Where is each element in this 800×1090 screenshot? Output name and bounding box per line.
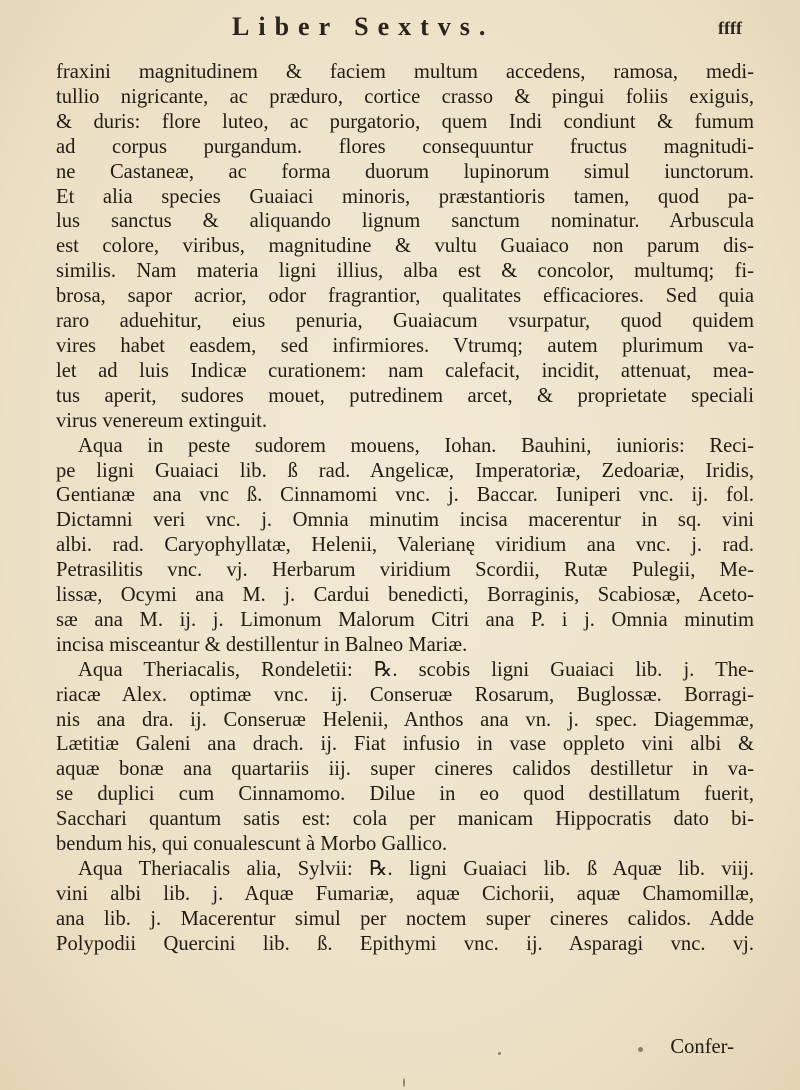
text-line: ad corpus purgandum. flores consequuntur fructus magnitudi- — [56, 135, 754, 158]
text-line: brosa, sapor acrior, odor fragrantior, qualitates efficaciores. Sed quia — [56, 285, 754, 308]
text-line: Aqua in peste sudorem mouens, Iohan. Bauhini, iunioris: Reci- — [78, 434, 754, 457]
text-line: ne Castaneæ, ac forma duorum lupinorum simul iunctorum. — [56, 160, 754, 183]
text-line: albi. rad. Caryophyllatæ, Helenii, Valerianę viridium ana vnc. j. rad. — [56, 534, 754, 557]
text-line: pe ligni Guaiaci lib. ß rad. Angelicæ, Imperatoriæ, Zedoariæ, Iridis, — [56, 459, 754, 482]
ink-spot — [498, 1052, 501, 1055]
text-line: incisa misceantur & destillentur in Balneo Mariæ. — [56, 633, 468, 656]
text-line: Dictamni veri vnc. j. Omnia minutim incisa macerentur in sq. vini — [56, 509, 754, 532]
text-line: Polypodii Quercini lib. ß. Epithymi vnc. ij. Asparagi vnc. vj. — [56, 932, 754, 955]
text-line: nis ana dra. ij. Conseruæ Helenii, Anthos ana vn. j. spec. Diagemmæ, — [56, 708, 754, 731]
text-line: se duplici cum Cinnamomo. Dilue in eo quod destillatum fuerit, — [56, 783, 754, 806]
ink-spot — [403, 1078, 405, 1087]
ink-spot — [638, 1047, 643, 1052]
text-line: Aqua Theriacalis alia, Sylvii: ℞. ligni Guaiaci lib. ß Aquæ lib. viij. — [78, 858, 754, 880]
body-text — [56, 60, 754, 957]
text-line: Gentianæ ana vnc ß. Cinnamomi vnc. j. Baccar. Iuniperi vnc. ij. fol. — [56, 484, 754, 507]
text-line: lissæ, Ocymi ana M. j. Cardui benedicti, Borraginis, Scabiosæ, Aceto- — [56, 584, 754, 607]
text-line: & duris: flore luteo, ac purgatorio, quem Indi condiunt & fumum — [56, 110, 754, 133]
text-line: Petrasilitis vnc. vj. Herbarum viridium Scordii, Rutæ Pulegii, Me- — [56, 559, 754, 582]
text-line: vires habet easdem, sed infirmiores. Vtrumq; autem plurimum va- — [56, 334, 754, 357]
text-line: ana lib. j. Macerentur simul per noctem super cineres calidos. Adde — [56, 907, 754, 930]
text-line: sæ ana M. ij. j. Limonum Malorum Citri ana P. i j. Omnia minutim — [56, 608, 754, 631]
text-line: Aqua Theriacalis, Rondeletii: ℞. scobis ligni Guaiaci lib. j. The- — [78, 658, 754, 681]
text-line: aquæ bonæ ana quartariis iij. super cineres calidos destilletur in va- — [56, 758, 754, 781]
text-line: fraxini magnitudinem & faciem multum accedens, ramosa, medi- — [56, 61, 754, 83]
text-line: let ad luis Indicæ curationem: nam calefacit, incidit, attenuat, mea- — [56, 359, 754, 382]
running-title: Liber Sextvs. — [232, 12, 495, 41]
text-line: virus venereum extinguit. — [56, 409, 268, 432]
text-line: lus sanctus & aliquando lignum sanctum nominatur. Arbuscula — [56, 210, 754, 233]
text-line: bendum his, qui conualescunt à Morbo Gallico. — [56, 833, 448, 856]
text-line: tus aperit, sudores mouet, putredinem arcet, & proprietate speciali — [56, 384, 754, 407]
text-line: raro aduehitur, eius penuria, Guaiacum vsurpatur, quod quidem — [56, 310, 754, 333]
text-line: Lætitiæ Galeni ana drach. ij. Fiat infusio in vase oppleto vini albi & — [56, 733, 754, 756]
text-line: tullio nigricante, ac præduro, cortice crasso & pingui foliis exiguis, — [56, 85, 754, 108]
text-line: Sacchari quantum satis est: cola per manicam Hippocratis dato bi- — [56, 808, 754, 831]
text-line: vini albi lib. j. Aquæ Fumariæ, aquæ Cichorii, aquæ Chamomillæ, — [56, 882, 754, 905]
text-line: riacæ Alex. optimæ vnc. ij. Conseruæ Rosarum, Buglossæ. Borragi- — [56, 683, 754, 706]
text-line: est colore, viribus, magnitudine & vultu Guaiaco non parum dis- — [56, 235, 754, 258]
page-number: ffff — [718, 18, 742, 38]
text-line: Et alia species Guaiaci minoris, præstantioris tamen, quod pa- — [56, 185, 754, 208]
catchword: Confer- — [670, 1036, 734, 1058]
text-line: similis. Nam materia ligni illius, alba est & concolor, multumq; fi- — [56, 260, 754, 283]
